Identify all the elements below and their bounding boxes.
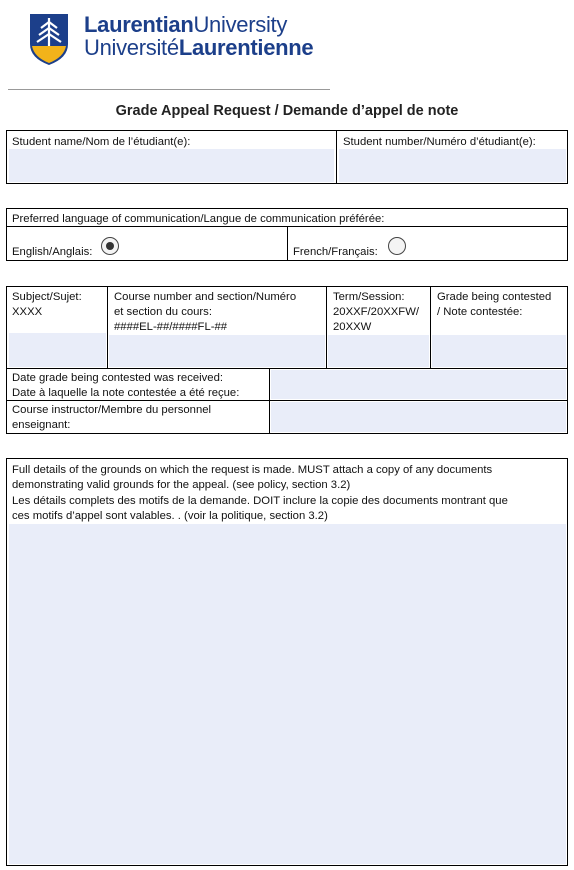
section-divider <box>336 130 337 184</box>
term-label: Term/Session: <box>333 291 405 303</box>
subject-field[interactable] <box>9 333 106 367</box>
course-number-label-fr: et section du cours: <box>114 306 212 318</box>
student-number-label: Student number/Numéro d’étudiant(e): <box>343 136 536 148</box>
section-divider <box>107 286 108 368</box>
date-received-label-fr: Date à laquelle la note contestée a été reçue: <box>12 387 240 399</box>
student-number-field[interactable] <box>339 149 566 182</box>
subject-label: Subject/Sujet: <box>12 291 82 303</box>
section-divider <box>287 226 288 261</box>
university-logo-shield <box>28 12 70 66</box>
english-option-label: English/Anglais: <box>12 246 93 258</box>
section-divider <box>269 368 270 434</box>
student-name-field[interactable] <box>9 149 334 182</box>
logo-wordmark-english: LaurentianUniversity <box>84 12 288 37</box>
term-field[interactable] <box>328 335 429 367</box>
date-received-label: Date grade being contested was received: <box>12 372 224 384</box>
term-value: 20XXF/20XXFW/ <box>333 306 420 318</box>
course-number-value: ####EL-##/####FL-## <box>114 321 228 333</box>
contested-grade-label-fr: / Note contestée: <box>437 306 523 318</box>
grounds-instructions-fr-cont: ces motifs d’appel sont valables. . (voir la politique, section 3.2) <box>12 510 328 522</box>
contested-grade-label: Grade being contested <box>437 291 552 303</box>
term-value-cont: 20XXW <box>333 321 372 333</box>
shield-icon <box>28 12 70 66</box>
section-divider <box>430 286 431 368</box>
instructor-label-fr: enseignant: <box>12 419 71 431</box>
french-radio[interactable] <box>388 237 406 255</box>
section-divider <box>326 286 327 368</box>
course-number-field[interactable] <box>109 335 325 367</box>
subject-value: XXXX <box>12 306 43 318</box>
contested-grade-field[interactable] <box>432 335 566 367</box>
form-title: Grade Appeal Request / Demande d’appel de note <box>115 103 459 119</box>
student-name-label: Student name/Nom de l’étudiant(e): <box>12 136 191 148</box>
grounds-instructions-en: Full details of the grounds on which the request is made. MUST attach a copy of any documents <box>12 464 493 476</box>
french-option-label: French/Français: <box>293 246 378 258</box>
instructor-label: Course instructor/Membre du personnel <box>12 404 212 416</box>
language-question: Preferred language of communication/Langue de communication préférée: <box>12 213 385 225</box>
grounds-instructions-en-cont: demonstrating valid grounds for the appeal. (see policy, section 3.2) <box>12 479 351 491</box>
grounds-details-field[interactable] <box>9 524 566 864</box>
instructor-field[interactable] <box>271 402 566 432</box>
english-radio[interactable] <box>101 237 119 255</box>
date-received-field[interactable] <box>271 370 566 399</box>
section-divider <box>6 368 568 369</box>
header-divider <box>8 89 330 90</box>
section-divider <box>6 400 568 401</box>
course-number-label: Course number and section/Numéro <box>114 291 297 303</box>
logo-wordmark-french: UniversitéLaurentienne <box>84 35 314 60</box>
grounds-instructions-fr: Les détails complets des motifs de la demande. DOIT inclure la copie des documents montrant que <box>12 495 508 507</box>
